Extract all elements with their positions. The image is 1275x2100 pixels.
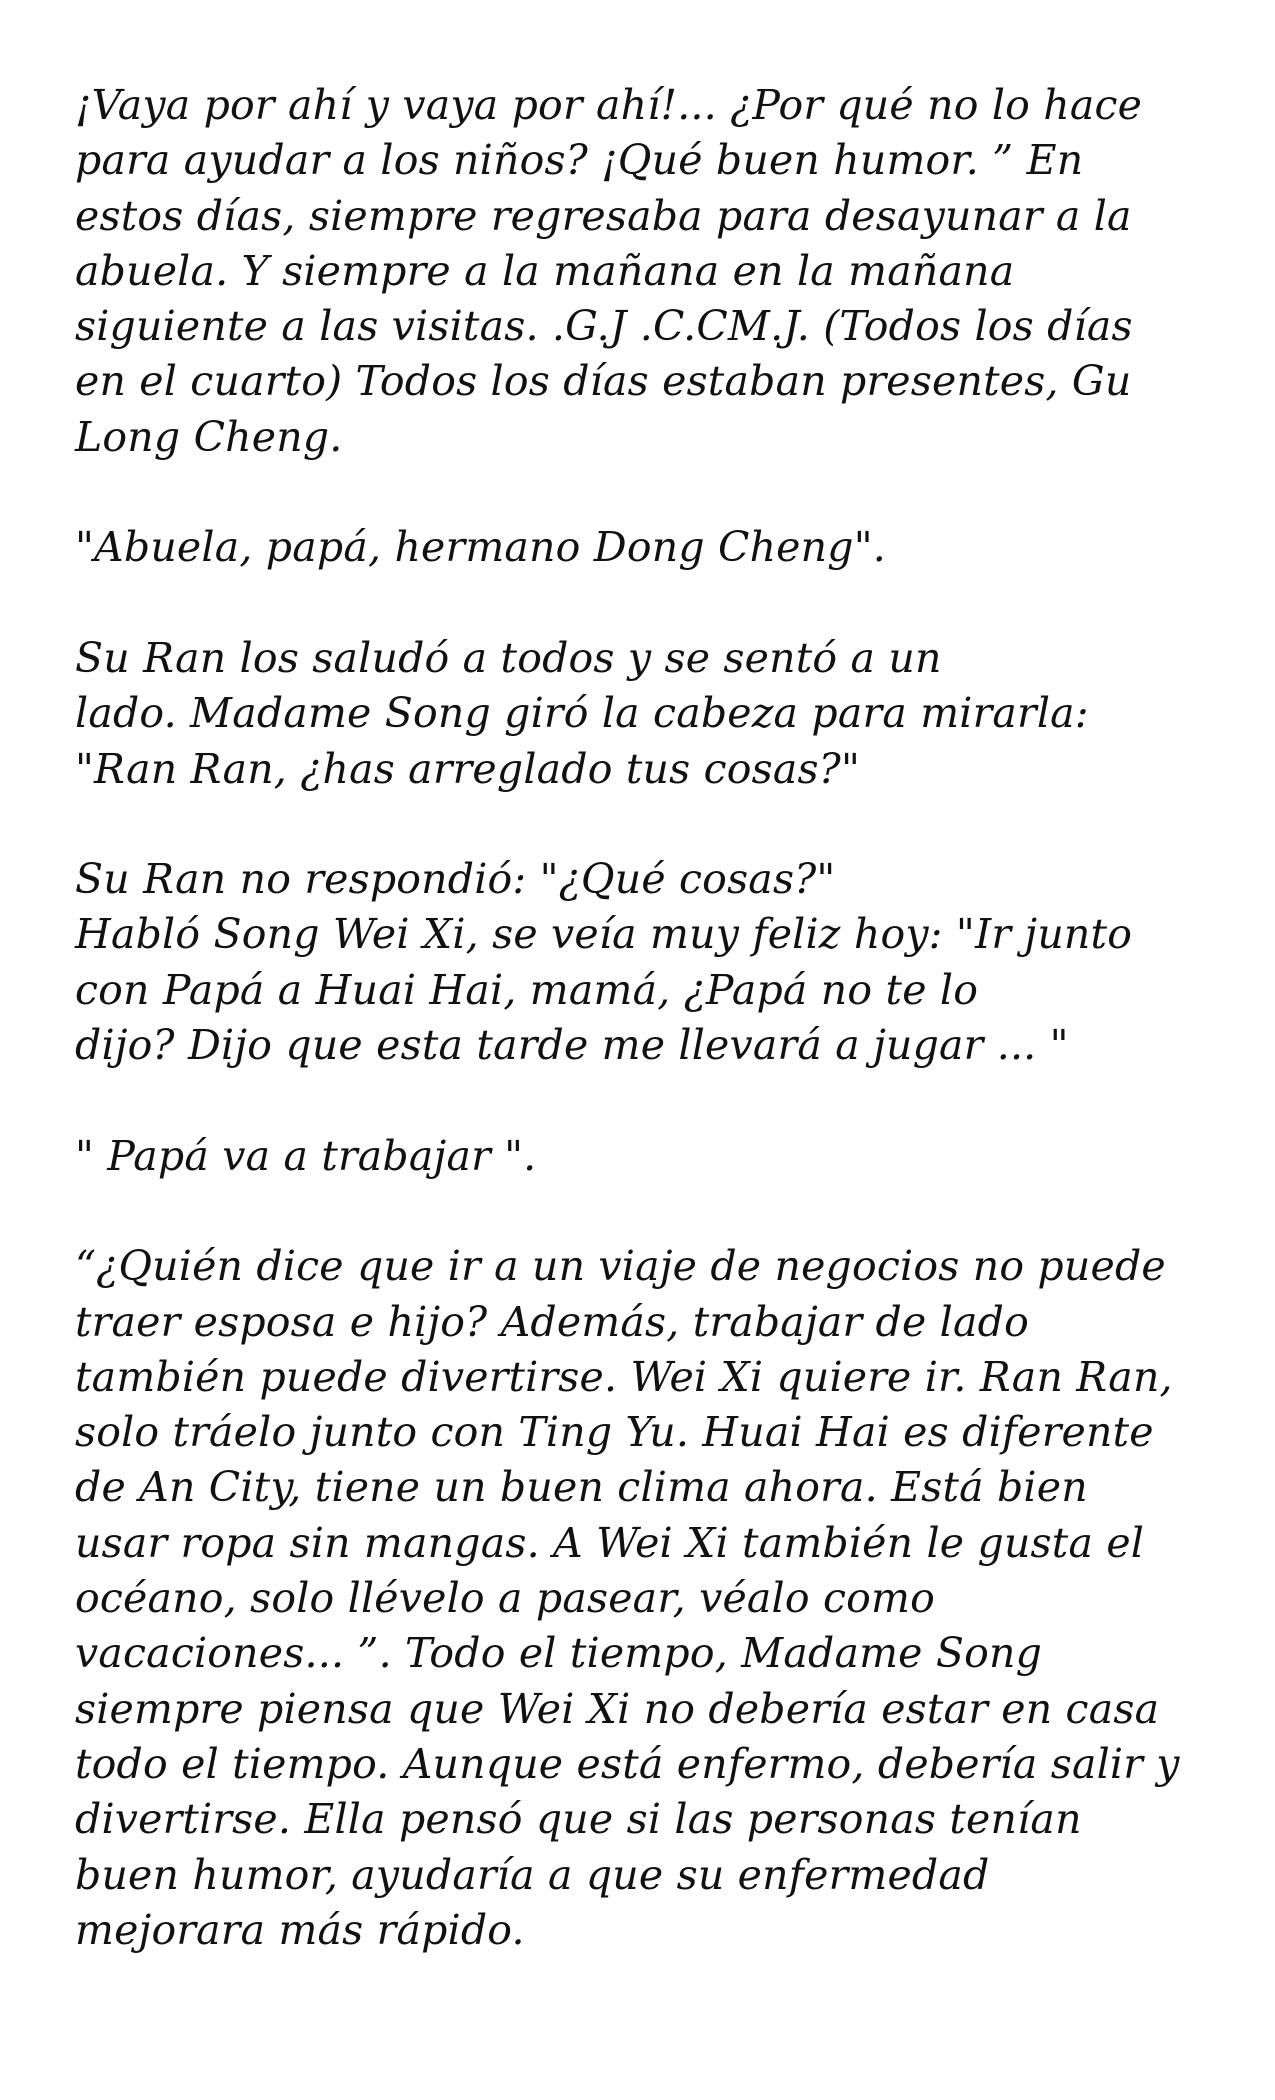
text-line: "Abuela, papá, hermano Dong Cheng". <box>75 523 886 572</box>
text-line: de An City, tiene un buen clima ahora. Está bien <box>75 1463 1088 1512</box>
paragraph-spacer <box>75 576 1215 631</box>
paragraph <box>75 78 1215 465</box>
text-line: todo el tiempo. Aunque está enfermo, debería salir y <box>75 1739 1180 1788</box>
paragraph <box>75 1239 1215 1958</box>
paragraph-spacer <box>75 797 1215 852</box>
text-line: traer esposa e hijo? Además, trabajar de lado <box>75 1297 1029 1346</box>
text-line: "Ran Ran, ¿has arreglado tus cosas?" <box>75 744 861 793</box>
paragraph <box>75 631 1215 797</box>
paragraph <box>75 852 1215 1073</box>
text-line: dijo? Dijo que esta tarde me llevará a jugar ... " <box>75 1021 1069 1070</box>
text-line: Habló Song Wei Xi, se veía muy feliz hoy: "Ir junto <box>75 910 1133 959</box>
text-line: buen humor, ayudaría a que su enfermedad <box>75 1850 990 1899</box>
text-line: siempre piensa que Wei Xi no debería estar en casa <box>75 1684 1160 1733</box>
text-line: estos días, siempre regresaba para desayunar a la <box>75 191 1132 240</box>
text-line: divertirse. Ella pensó que si las personas tenían <box>75 1795 1082 1844</box>
text-line: en el cuarto) Todos los días estaban presentes, Gu <box>75 357 1132 406</box>
paragraph <box>75 1129 1215 1184</box>
text-line: para ayudar a los niños? ¡Qué buen humor. ” En <box>75 136 1084 185</box>
text-line: solo tráelo junto con Ting Yu. Huai Hai es diferente <box>75 1408 1154 1457</box>
paragraph-spacer <box>75 1073 1215 1128</box>
text-line: usar ropa sin mangas. A Wei Xi también le gusta el <box>75 1518 1145 1567</box>
text-line: abuela. Y siempre a la mañana en la mañana <box>75 246 1015 295</box>
paragraph <box>75 520 1215 575</box>
text-line: también puede divertirse. Wei Xi quiere ir. Ran Ran, <box>75 1352 1173 1401</box>
text-line: lado. Madame Song giró la cabeza para mirarla: <box>75 689 1089 738</box>
text-line: con Papá a Huai Hai, mamá, ¿Papá no te lo <box>75 965 979 1014</box>
text-line: “¿Quién dice que ir a un viaje de negocios no puede <box>75 1242 1166 1291</box>
text-line: vacaciones... ”. Todo el tiempo, Madame Song <box>75 1629 1043 1678</box>
text-line: mejorara más rápido. <box>75 1905 525 1954</box>
text-line: océano, solo llévelo a pasear, véalo como <box>75 1574 935 1623</box>
text-line: Su Ran los saludó a todos y se sentó a un <box>75 633 942 682</box>
paragraph-spacer <box>75 1184 1215 1239</box>
text-line: " Papá va a trabajar ". <box>75 1131 537 1180</box>
text-line: siguiente a las visitas. .G.J .C.CM.J. (Todos los días <box>75 302 1133 351</box>
text-line: ¡Vaya por ahí y vaya por ahí!... ¿Por qué no lo hace <box>75 81 1143 129</box>
text-line: Long Cheng. <box>75 412 343 461</box>
paragraph-spacer <box>75 465 1215 520</box>
document-page <box>75 78 1215 1958</box>
text-line: Su Ran no respondió: "¿Qué cosas?" <box>75 855 836 904</box>
